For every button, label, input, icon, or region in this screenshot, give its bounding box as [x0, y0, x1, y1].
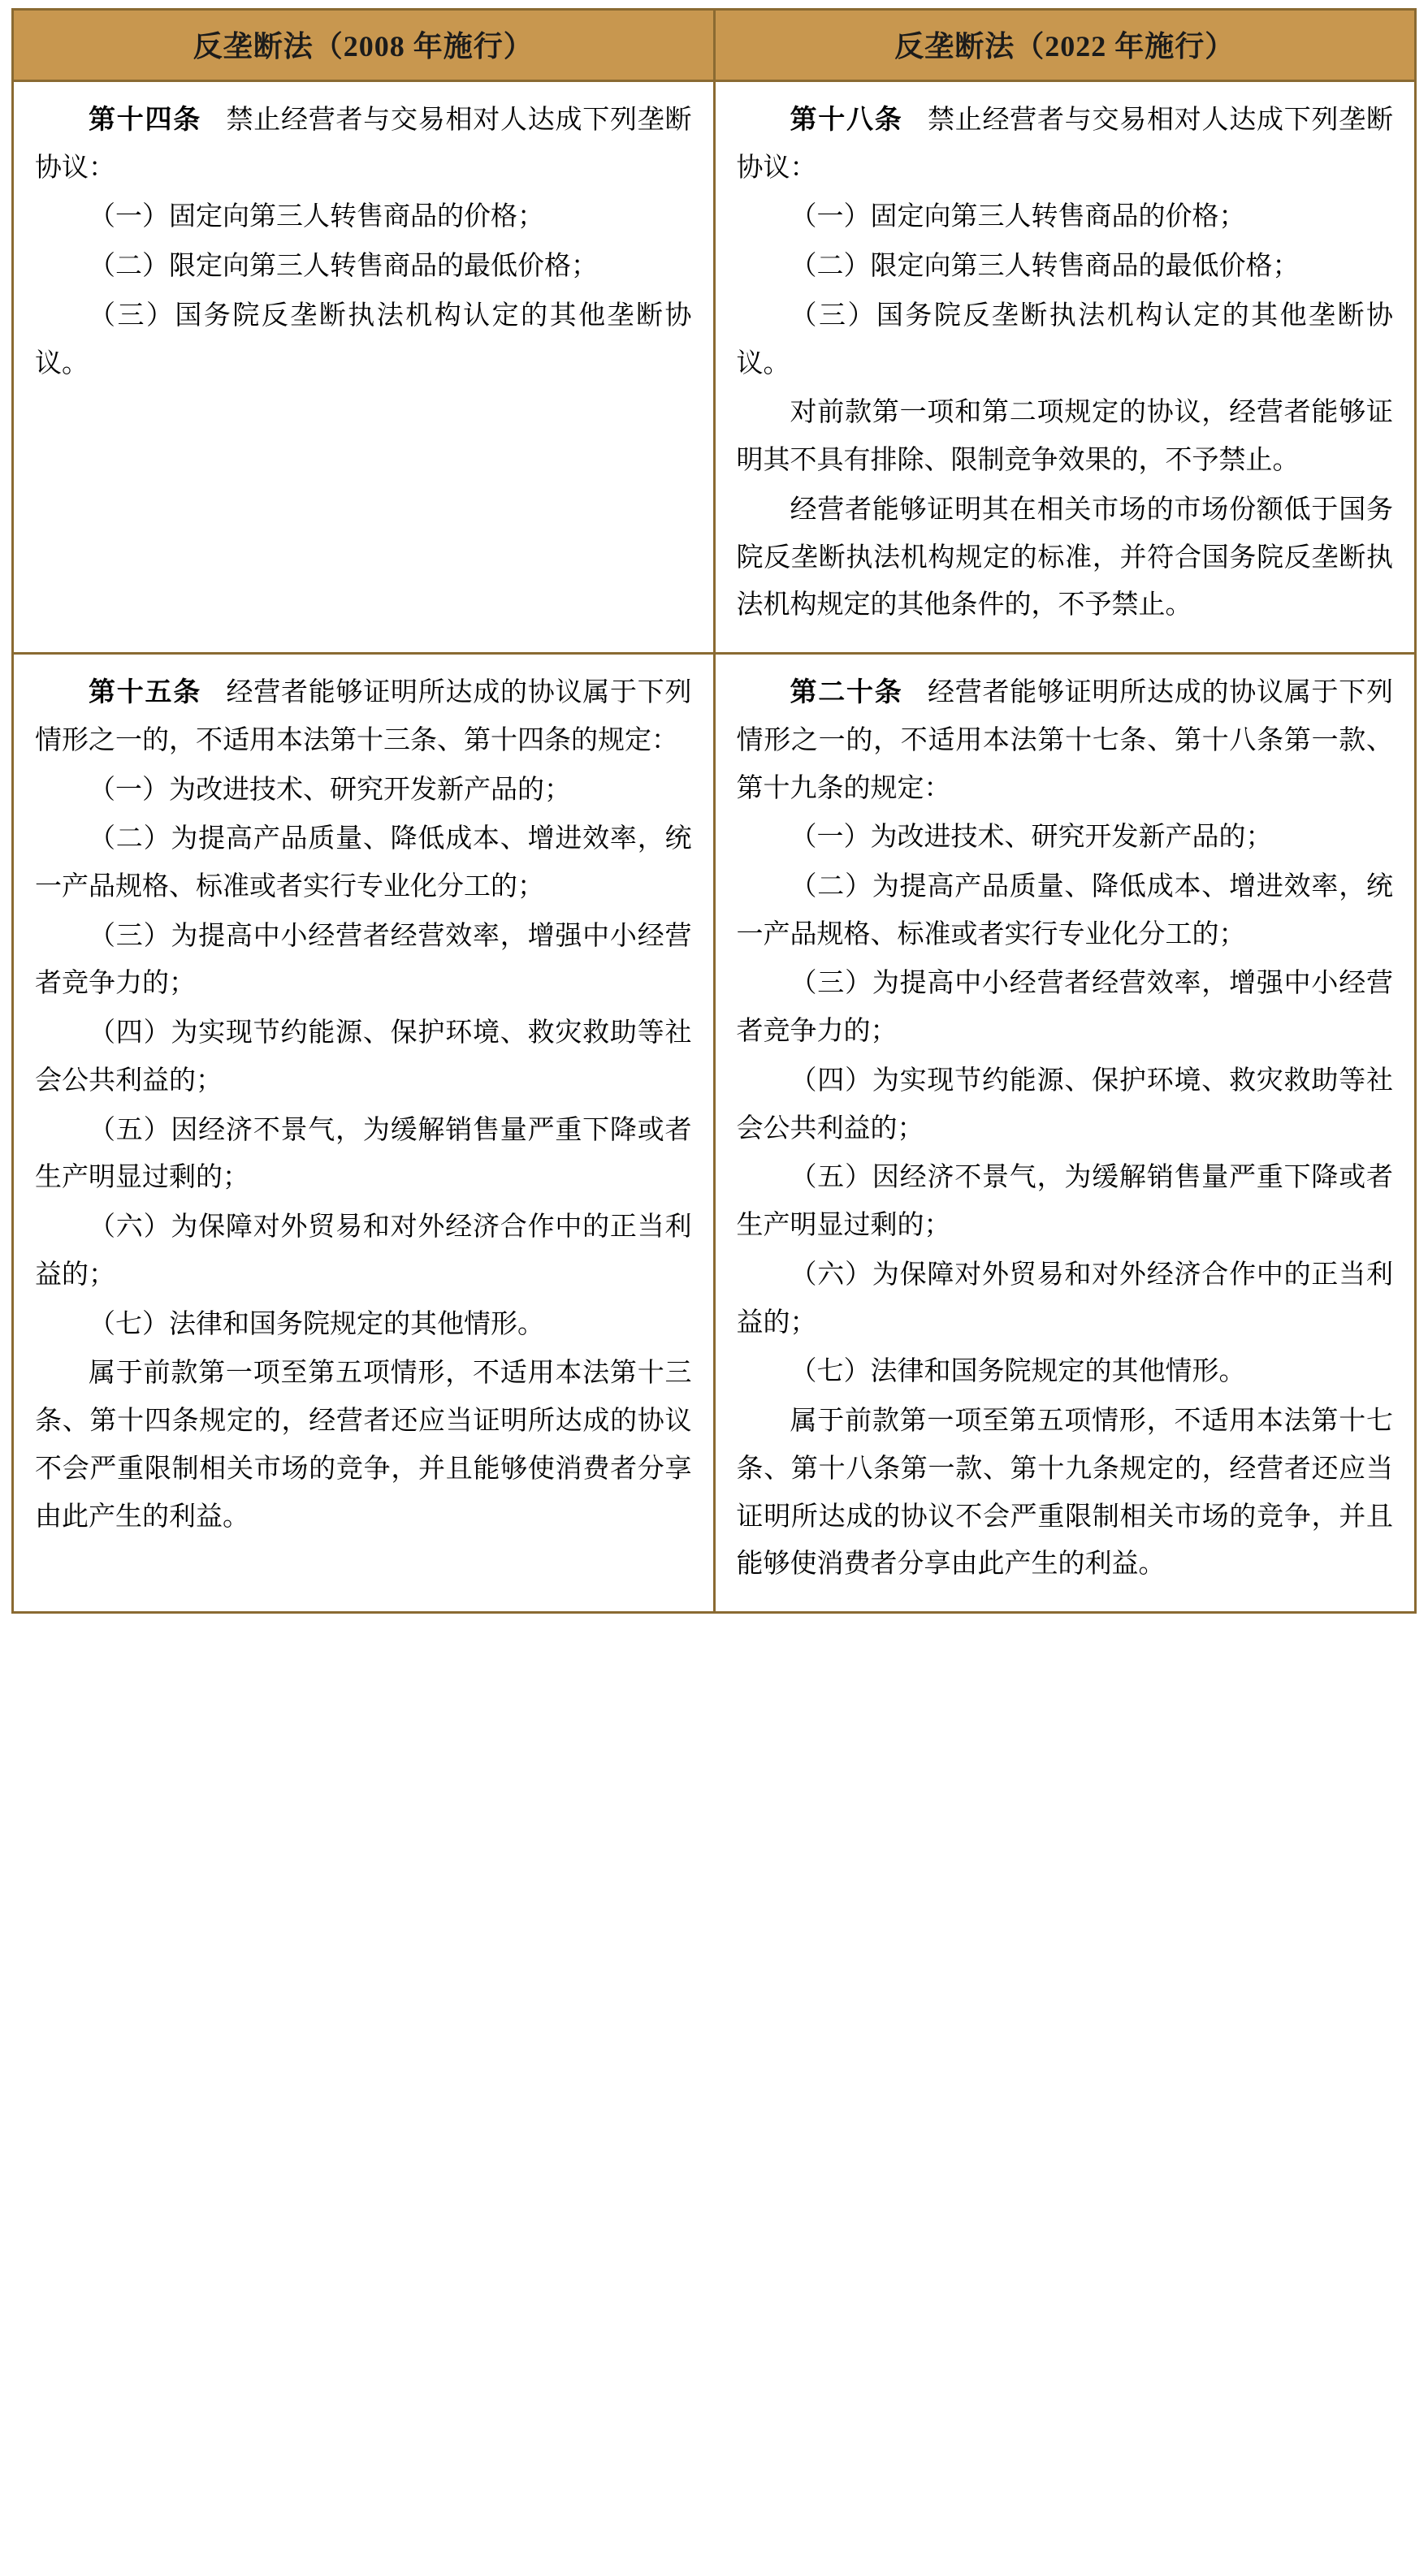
paragraph: [35, 1204, 692, 1299]
law-comparison-table: [11, 8, 1417, 1614]
paragraph-text: （五）因经济不景气，为缓解销售量严重下降或者生产明显过剩的；: [35, 1115, 692, 1193]
paragraph: [35, 243, 692, 291]
paragraph: [737, 243, 1394, 291]
paragraph: [35, 1350, 692, 1541]
paragraph: [35, 913, 692, 1008]
paragraph: [737, 1398, 1394, 1588]
paragraph: [35, 767, 692, 815]
table-row: [13, 654, 1416, 1613]
paragraph-text: （七）法律和国务院规定的其他情形。: [790, 1357, 1246, 1387]
paragraph-text: 经营者能够证明所达成的协议属于下列情形之一的，不适用本法第十三条、第十四条的规定：: [35, 678, 692, 755]
paragraph-text: 经营者能够证明所达成的协议属于下列情形之一的，不适用本法第十七条、第十八条第一款、第十九条的规定：: [736, 678, 1394, 803]
paragraph-text: （四）为实现节约能源、保护环境、救灾救助等社会公共利益的；: [736, 1065, 1393, 1143]
article-number: 第十四条: [89, 106, 202, 135]
paragraph-text: 禁止经营者与交易相对人达成下列垄断协议：: [736, 106, 1394, 183]
article-number: 第十五条: [89, 678, 202, 708]
paragraph-text: 属于前款第一项至第五项情形，不适用本法第十七条、第十八条第一款、第十九条规定的，经营者还应当证明所达成的协议不会严重限制相关市场的竞争，并且能够使消费者分享由此产生的利益。: [736, 1407, 1393, 1580]
paragraph: [35, 193, 692, 241]
paragraph: [35, 1107, 692, 1202]
paragraph: [737, 669, 1394, 812]
paragraph: [737, 486, 1394, 629]
paragraph-text: （二）限定向第三人转售商品的最低价格；: [790, 252, 1300, 282]
paragraph: [35, 1009, 692, 1104]
paragraph-text: （三）为提高中小经营者经营效率，增强中小经营者竞争力的；: [736, 969, 1393, 1047]
paragraph: [737, 292, 1394, 387]
paragraph: [35, 1301, 692, 1349]
paragraph: [737, 960, 1394, 1055]
paragraph-text: （一）为改进技术、研究开发新产品的；: [89, 775, 571, 805]
paragraph: [35, 815, 692, 910]
paragraph: [35, 97, 692, 192]
paragraph-text: 对前款第一项和第二项规定的协议，经营者能够证明其不具有排除、限制竞争效果的，不予禁止。: [736, 398, 1393, 476]
paragraph-text: （三）为提高中小经营者经营效率，增强中小经营者竞争力的；: [35, 921, 692, 999]
paragraph-text: （二）为提高产品质量、降低成本、增进效率，统一产品规格、标准或者实行专业化分工的；: [35, 824, 692, 902]
paragraph-text: 属于前款第一项至第五项情形，不适用本法第十三条、第十四条规定的，经营者还应当证明所达成的协议不会严重限制相关市场的竞争，并且能够使消费者分享由此产生的利益。: [35, 1359, 692, 1532]
table-body: [13, 81, 1416, 1613]
article-number: 第二十条: [790, 678, 903, 708]
paragraph-text: （三）国务院反垄断执法机构认定的其他垄断协议。: [35, 300, 692, 378]
paragraph-text: （二）限定向第三人转售商品的最低价格；: [89, 252, 598, 282]
table-header: [13, 10, 1416, 81]
cell-row2-left: [13, 654, 715, 1613]
header-cell-2008: 反垄断法（2008 年施行）: [13, 10, 715, 81]
paragraph-text: （三）国务院反垄断执法机构认定的其他垄断协议。: [736, 300, 1393, 378]
paragraph-text: 禁止经营者与交易相对人达成下列垄断协议：: [35, 106, 692, 183]
paragraph: [737, 389, 1394, 484]
paragraph-text: （一）固定向第三人转售商品的价格；: [89, 202, 544, 232]
paragraph-text: （二）为提高产品质量、降低成本、增进效率，统一产品规格、标准或者实行专业化分工的；: [736, 872, 1393, 949]
header-cell-2022: 反垄断法（2022 年施行）: [714, 10, 1416, 81]
paragraph: [737, 1057, 1394, 1152]
paragraph: [737, 1251, 1394, 1346]
paragraph-text: （五）因经济不景气，为缓解销售量严重下降或者生产明显过剩的；: [736, 1163, 1393, 1241]
header-row: [13, 10, 1416, 81]
paragraph-text: （六）为保障对外贸易和对外经济合作中的正当利益的；: [736, 1260, 1393, 1338]
paragraph: [737, 97, 1394, 192]
paragraph-text: （七）法律和国务院规定的其他情形。: [89, 1309, 544, 1339]
paragraph-text: （六）为保障对外贸易和对外经济合作中的正当利益的；: [35, 1212, 692, 1290]
paragraph-text: 经营者能够证明其在相关市场的市场份额低于国务院反垄断执法机构规定的标准，并符合国务院反垄断执法机构规定的其他条件的，不予禁止。: [736, 495, 1393, 620]
paragraph-text: （一）为改进技术、研究开发新产品的；: [790, 823, 1273, 853]
paragraph: [737, 193, 1394, 241]
paragraph: [737, 814, 1394, 862]
paragraph: [737, 1348, 1394, 1396]
paragraph: [737, 863, 1394, 958]
paragraph: [737, 1154, 1394, 1249]
paragraph: [35, 669, 692, 764]
cell-row1-left: [13, 81, 715, 654]
cell-row2-right: [714, 654, 1416, 1613]
paragraph-text: （一）固定向第三人转售商品的价格；: [790, 202, 1246, 232]
table-row: [13, 81, 1416, 654]
paragraph-text: （四）为实现节约能源、保护环境、救灾救助等社会公共利益的；: [35, 1018, 692, 1096]
article-number: 第十八条: [790, 106, 903, 135]
paragraph: [35, 292, 692, 387]
cell-row1-right: [714, 81, 1416, 654]
